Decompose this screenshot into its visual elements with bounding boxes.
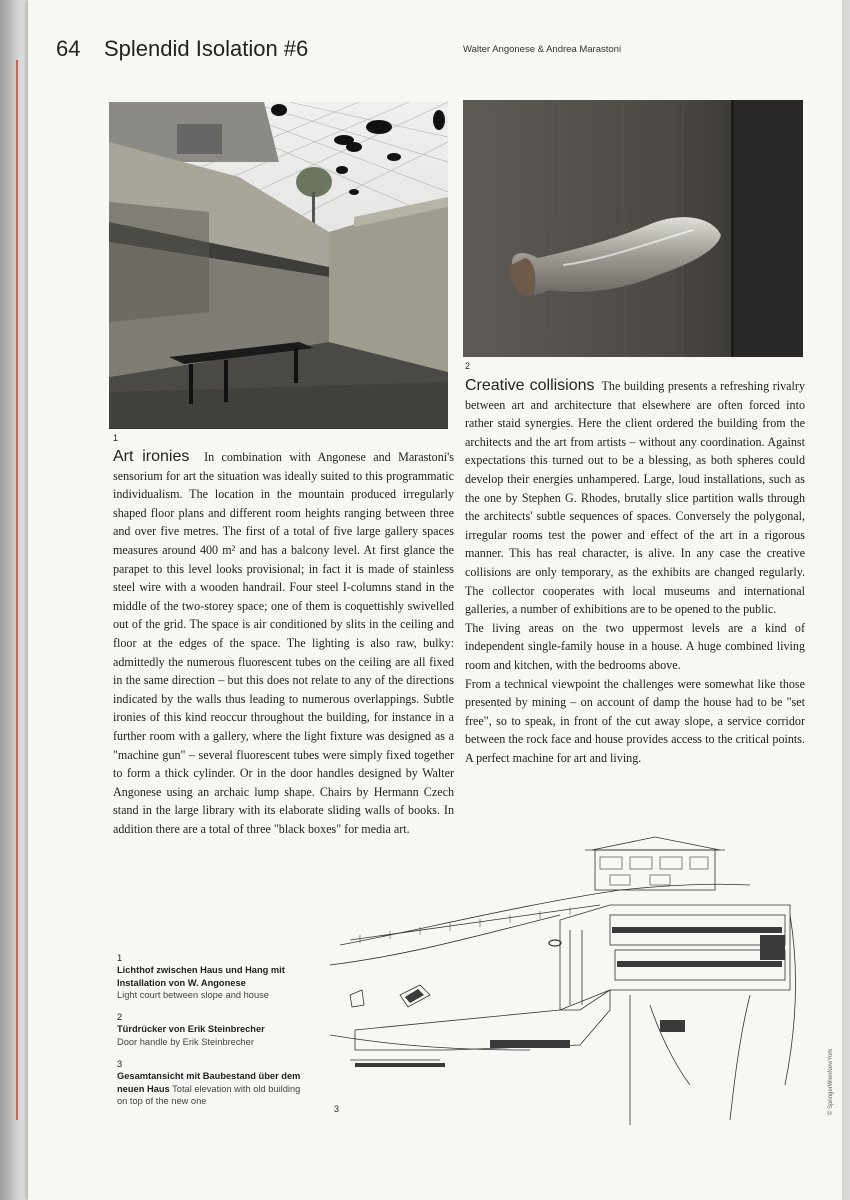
caption-3-text: [117, 1070, 307, 1107]
authors: Walter Angonese & Andrea Marastoni: [463, 44, 622, 55]
copyright-text: © SpringerWienNewYork: [828, 1048, 834, 1115]
caption-3-number: 3: [117, 1059, 123, 1070]
paragraph-art-ironies: In combination with Angonese and Marastoni's sensorium for art the situation was ideally suited to this programmatic individualism. The location in the mountain produced irregularly shaped floor plans and different room heights ranging between three and over five metres. The first of a total of five large gallery spaces measures around 400 m² and has a balcony level. At first glance the parapet to this level looks provisional; in fact it is made of stainless steel wire with a wooden handrail. Four steel I-columns stand in the middle of the two-storey space; one of them is coquettishly swivelled out of the grid. The space is air conditioned by slits in the ceiling and floor at the edges of the space. The lighting is also raw, bulky: admittedly the numerous fluorescent tubes on the ceiling are all fixed in the same direction – but this does not relate to any of the directions indicated by the walls thus leading to numerous overlappings. Subtle ironies of this kind reoccur throughout the building, for instance in a further room with a gallery, where the light fixture was designed as a "machine gun" – several fluorescent tubes were simply fixed together to form a thick cylinder. Or in the door handles designed by Walter Angonese using an archaic lump shape. Chairs by Hermann Czech stand in the large library with its elaborate sliding walls of books. In addition there are a total of three "black boxes" for media art.: [113, 450, 454, 836]
caption-2-number: 2: [117, 1012, 123, 1023]
figure-captions: [117, 952, 307, 1117]
photo-light-court: [109, 102, 448, 429]
figure-1-label: 1: [113, 433, 119, 443]
page-edge-mark: [16, 60, 18, 1120]
chapter-title: Splendid Isolation #6: [104, 36, 309, 61]
book-spine: [0, 0, 28, 1200]
caption-1: [117, 952, 307, 1001]
page-number: 64: [56, 36, 81, 61]
caption-3-german: Gesamtansicht mit Baubestand über dem neuen Haus: [117, 1071, 301, 1094]
paragraph-technical: From a technical viewpoint the challenges were somewhat like those presented by mining – on account of damp the house had to be "set free", so to speak, in front of the cut away slope, a service corridor between the rock face and house provides access to the critical points. A perfect machine for art and living.: [465, 676, 805, 765]
right-column-text: [465, 377, 805, 767]
caption-2: [117, 1011, 307, 1048]
paragraph-creative-collisions: The building presents a refreshing rivalry between art and architecture that elsewhere are often forced into rather staid synergies. Here the client ordered the building from the architects and the art from artists – without any coordination. Against expectations this turned out to be a blessing, as both spheres could develop their energies unhampered. Large, loud installations, such as the one by Stephen G. Rhodes, brutally slice partition walls through the architects' subtle sequences of spaces. Conversely the polygonal, irregular rooms test the power and effect of the art in a rigorous manner. This has real character, is alive. In any case the creative collisions are only temporary, as the exhibits are changed regularly. The collector cooperates with local museums and international galleries, a number of exhibitions are to be opened to the public.: [465, 379, 805, 617]
caption-2-english: Door handle by Erik Steinbrecher: [117, 1036, 254, 1047]
figure-2-label: 2: [465, 361, 471, 371]
lead-art-ironies: Art ironies: [113, 448, 190, 465]
paragraph-living-areas: The living areas on the two uppermost levels are a kind of independent single-family house in a house. A huge combined living room and kitchen, with the bedrooms above.: [465, 620, 805, 672]
elevation-drawing: [330, 835, 810, 1125]
figure-3-label: 3: [334, 1104, 340, 1114]
caption-1-german: Lichthof zwischen Haus und Hang mit Installation von W. Angonese: [117, 965, 285, 988]
caption-2-german: Türdrücker von Erik Steinbrecher: [117, 1024, 265, 1035]
caption-3: [117, 1058, 307, 1107]
door-handle-image: [463, 100, 803, 357]
left-column-text: [113, 448, 454, 838]
photo-door-handle: [463, 100, 803, 357]
lead-creative-collisions: Creative collisions: [465, 377, 595, 394]
light-court-image: [109, 102, 448, 429]
copyright-note: [828, 1015, 840, 1115]
caption-1-number: 1: [117, 953, 123, 963]
caption-1-english: Light court between slope and house: [117, 989, 269, 1000]
caption-3-english: Total elevation with old building on top of the new one: [117, 1083, 301, 1106]
